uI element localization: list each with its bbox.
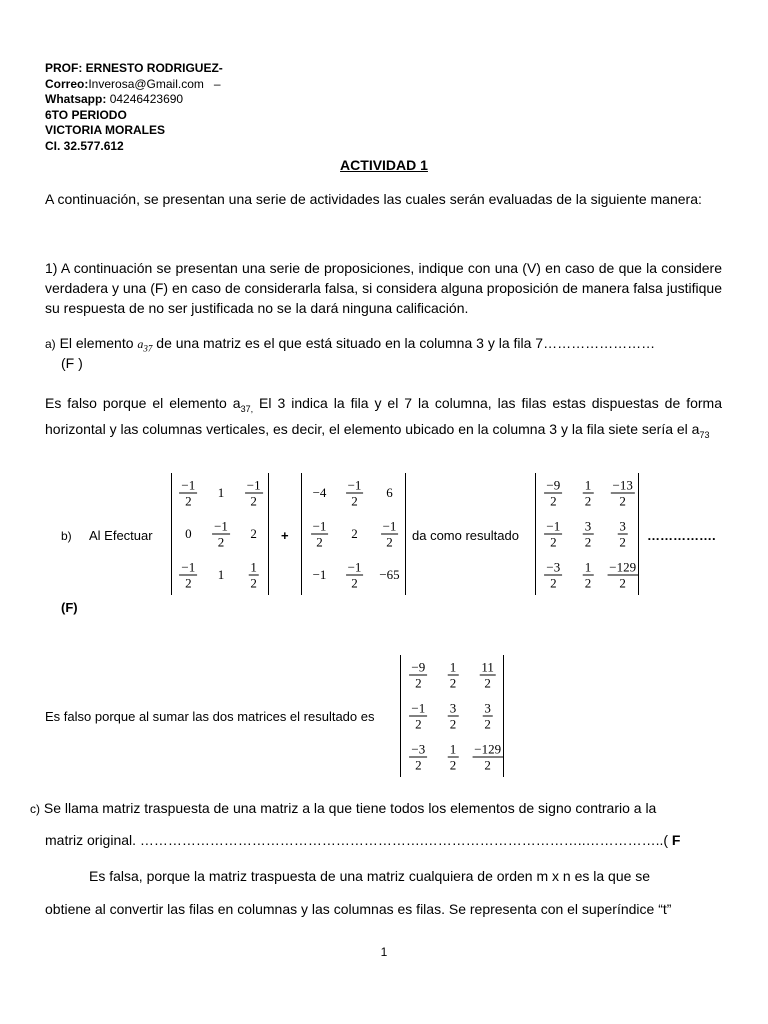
matrix-cell: $\frac{-1}{2}$	[347, 477, 362, 509]
matrix-3	[535, 473, 639, 595]
answer-c-line1: Es falsa, porque la matriz traspuesta de una matriz cualquiera de orden m x n es la que se	[89, 868, 651, 884]
student-name: VICTORIA MORALES	[45, 123, 166, 137]
matrix-cell: 1	[217, 485, 225, 501]
plus-sign: +	[281, 528, 289, 543]
matrix-cell: $\frac{-9}{2}$	[411, 659, 426, 691]
matrix-cell: −1	[312, 566, 327, 582]
matrix-cell: $\frac{11}{2}$	[481, 659, 494, 691]
item-a	[45, 333, 722, 358]
item-a-marker: a)	[45, 337, 56, 351]
matrix-cell: $\frac{-1}{2}$	[546, 518, 561, 550]
matrix-cell: $\frac{-1}{2}$	[181, 477, 196, 509]
matrix-cell: $\frac{3}{2}$	[619, 518, 626, 550]
correo-value: Inverosa@Gmail.com	[88, 76, 204, 91]
matrix-cell: 2	[351, 526, 358, 541]
header-block	[45, 61, 223, 154]
matrix-cell: $\frac{-1}{2}$	[382, 518, 397, 550]
matrix-cell: $\frac{-13}{2}$	[612, 477, 633, 509]
item-a-answer: (F )	[61, 355, 83, 371]
matrix-cell: $\frac{-1}{2}$	[411, 700, 426, 732]
matrix-cell: 6	[386, 485, 393, 501]
matrix-cell: −4	[312, 485, 327, 501]
correo-dash: –	[213, 76, 221, 91]
matrix-cell: $\frac{3}{2}$	[584, 518, 592, 550]
matrix-cell: $\frac{-129}{2}$	[474, 741, 502, 773]
matrix-cell: $\frac{1}{2}$	[449, 659, 457, 691]
item-b-answer: (F)	[61, 600, 78, 615]
item-c-line2: matriz original. …………………………………………………….……………………………..……………..( F	[45, 832, 681, 848]
matrix-1	[171, 473, 269, 595]
matrix-cell: $\frac{-3}{2}$	[546, 559, 561, 591]
matrix-cell: $\frac{3}{2}$	[484, 700, 491, 732]
page-number: 1	[380, 945, 388, 959]
matrix-cell: $\frac{-3}{2}$	[411, 741, 426, 773]
matrix-cell: 2	[250, 526, 257, 541]
matrix-cell: $\frac{-9}{2}$	[546, 477, 561, 509]
matrix-cell: $\frac{-1}{2}$	[214, 518, 228, 550]
student-ci: CI. 32.577.612	[45, 138, 124, 153]
item-b-result-label: da como resultado	[412, 528, 519, 543]
answer-b-text: Es falso porque al sumar las dos matrices el resultado es	[45, 709, 375, 724]
matrix-cell: $\frac{1}{2}$	[584, 559, 592, 591]
matrix-cell: 1	[217, 566, 225, 582]
matrix-cell: $\frac{1}{2}$	[584, 477, 592, 509]
matrix-cell: $\frac{-1}{2}$	[312, 518, 327, 550]
item-b-marker: b)	[61, 529, 72, 543]
matrix-cell: $\frac{1}{2}$	[449, 741, 457, 773]
matrix-cell: $\frac{1}{2}$	[250, 559, 257, 591]
intro-paragraph: A continuación, se presentan una serie de actividades las cuales serán evaluadas de la siguiente manera:	[45, 191, 702, 207]
answer-a: Es falso porque el elemento $a_{37,}$ El 3 indica la fila y el 7 la columna, las filas estas dispuestas de forma horizontal y las columnas verticales, es decir, el elemento ubicado en la columna 3 y la fila siete sería el $a_{73}$	[45, 395, 722, 440]
item-c-marker: c)	[30, 802, 40, 816]
matrix-result	[400, 655, 504, 777]
matrix-cell: $\frac{-1}{2}$	[181, 559, 196, 591]
matrix-cell: 0	[185, 526, 192, 541]
whatsapp-label: Whatsapp:	[45, 92, 107, 106]
question-1: 1) A continuación se presentan una serie de proposiciones, indique con una (V) en caso de que la considere verdadera y una (F) en caso de considerarla falsa, si considera alguna proposición de manera falsa justifique su respuesta de no ser justificada no se la dará ninguna calificación.	[45, 260, 722, 316]
item-a-text-before: El elemento	[59, 335, 134, 351]
matrix-2	[301, 473, 406, 595]
matrix-cell: $\frac{-1}{2}$	[347, 559, 362, 591]
matrix-cell: $\frac{3}{2}$	[449, 700, 457, 732]
item-b-label: Al Efectuar	[89, 528, 153, 543]
matrix-cell: $\frac{-129}{2}$	[609, 559, 637, 591]
item-b-dots: …………….	[647, 528, 716, 543]
matrix-cell: $\frac{-1}{2}$	[246, 477, 261, 509]
item-c-answer: F	[671, 832, 681, 848]
matrix-cell: −65	[379, 566, 400, 582]
whatsapp-value: 04246423690	[109, 92, 184, 106]
correo-label: Correo:	[45, 76, 89, 91]
periodo: 6TO PERIODO	[45, 107, 127, 122]
item-a-element: $a_{37}$	[137, 337, 153, 354]
prof-label: PROF: ERNESTO RODRIGUEZ-	[45, 61, 223, 75]
item-c	[30, 798, 722, 819]
answer-c-line2: obtiene al convertir las filas en columnas y las columnas es filas. Se representa con el superíndice “t”	[45, 901, 672, 917]
item-a-text-after: de una matriz es el que está situado en la columna 3 y la fila 7……………………	[156, 335, 656, 351]
page-title: ACTIVIDAD 1	[340, 157, 428, 173]
item-c-text: Se llama matriz traspuesta de una matriz a la que tiene todos los elementos de signo contrario a la	[43, 800, 657, 816]
